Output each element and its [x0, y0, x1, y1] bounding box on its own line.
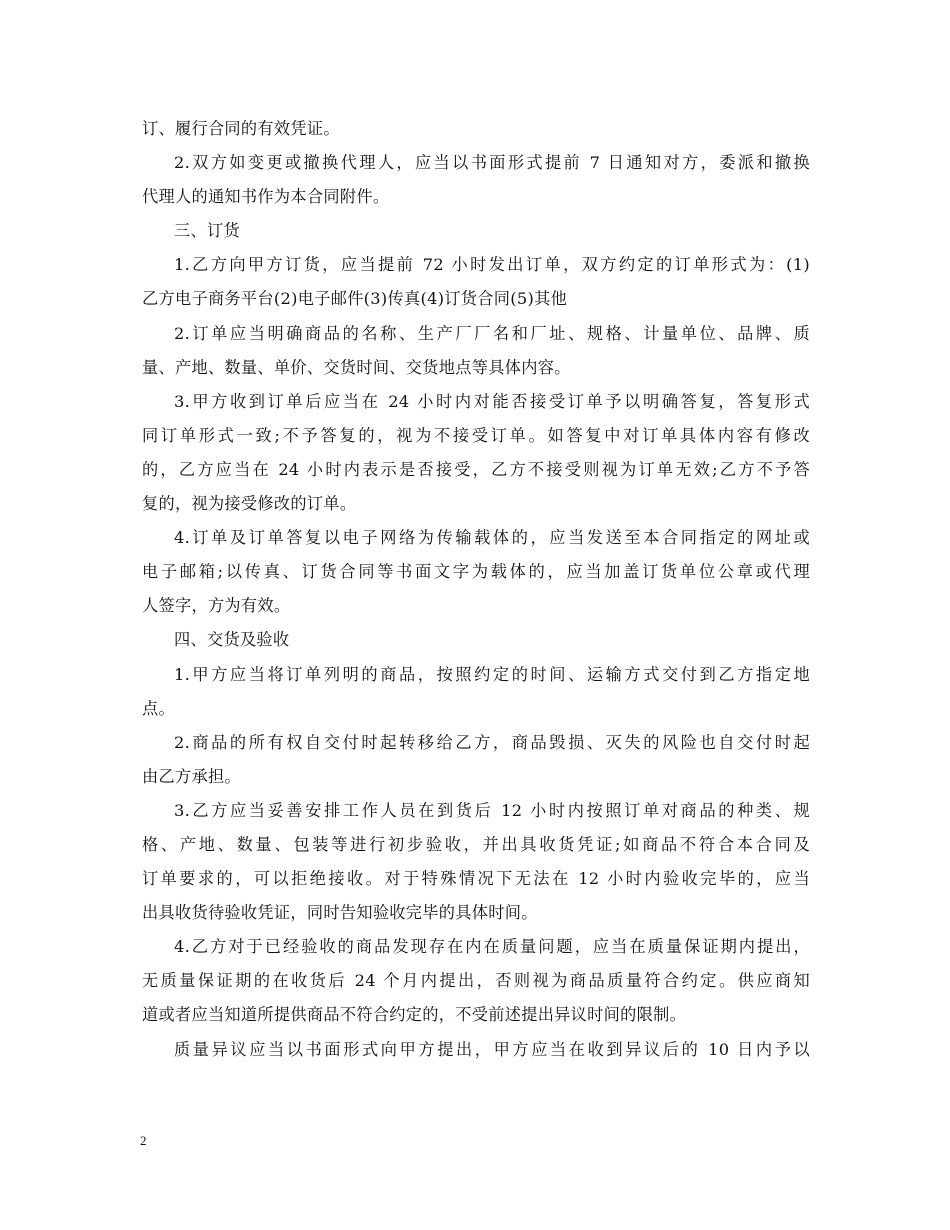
text-line: 四、交货及验收 — [174, 630, 290, 650]
page-number: 2 — [140, 1133, 147, 1148]
text-line: 2.订单应当明确商品的名称、生产厂厂名和厂址、规格、计量单位、品牌、质 — [174, 323, 810, 343]
text-line: 由乙方承担。 — [142, 766, 241, 786]
text-line: 人签字，方为有效。 — [142, 596, 291, 616]
text-line: 订、履行合同的有效凭证。 — [142, 119, 340, 138]
text-line: 2.商品的所有权自交付时起转移给乙方，商品毁损、灭失的风险也自交付时起 — [174, 732, 810, 752]
text-line: 乙方电子商务平台(2)电子邮件(3)传真(4)订货合同(5)其他 — [142, 289, 568, 309]
text-line: 4.乙方对于已经验收的商品发现存在内在质量问题，应当在质量保证期内提出， — [174, 937, 810, 957]
text-line: 订单要求的，可以拒绝接收。对于特殊情况下无法在 12 小时内验收完毕的，应当 — [142, 869, 810, 889]
text-line: 复的，视为接受修改的订单。 — [142, 494, 357, 514]
contract-body-text — [142, 112, 810, 1067]
text-line: 同订单形式一致;不予答复的，视为不接受订单。如答复中对订单具体内容有修改 — [142, 425, 810, 445]
text-line: 3.乙方应当妥善安排工作人员在到货后 12 小时内按照订单对商品的种类、规 — [174, 800, 810, 820]
text-line: 点。 — [142, 698, 175, 718]
text-line: 质量异议应当以书面形式向甲方提出，甲方应当在收到异议后的 10 日内予以 — [174, 1039, 810, 1059]
text-line: 量、产地、数量、单价、交货时间、交货地点等具体内容。 — [142, 357, 571, 377]
text-line: 道或者应当知道所提供商品不符合约定的，不受前述提出异议时间的限制。 — [142, 1005, 687, 1025]
text-line: 3.甲方收到订单后应当在 24 小时内对能否接受订单予以明确答复，答复形式 — [174, 391, 810, 411]
text-line: 电子邮箱;以传真、订货合同等书面文字为载体的，应当加盖订货单位公章或代理 — [142, 562, 810, 582]
text-line: 无质量保证期的在收货后 24 个月内提出，否则视为商品质量符合约定。供应商知 — [142, 971, 810, 991]
text-line: 的，乙方应当在 24 小时内表示是否接受，乙方不接受则视为订单无效;乙方不予答 — [142, 459, 810, 479]
text-line: 2.双方如变更或撤换代理人，应当以书面形式提前 7 日通知对方，委派和撤换 — [174, 153, 810, 173]
text-line: 代理人的通知书作为本合同附件。 — [142, 187, 390, 207]
text-line: 格、产地、数量、包装等进行初步验收，并出具收货凭证;如商品不符合本合同及 — [142, 834, 810, 854]
text-line: 1.甲方应当将订单列明的商品，按照约定的时间、运输方式交付到乙方指定地 — [174, 664, 810, 684]
text-line: 出具收货待验收凭证，同时告知验收完毕的具体时间。 — [142, 903, 538, 923]
text-line: 4.订单及订单答复以电子网络为传输载体的，应当发送至本合同指定的网址或 — [174, 528, 810, 548]
text-line: 1.乙方向甲方订货，应当提前 72 小时发出订单，双方约定的订单形式为：(1) — [174, 255, 810, 275]
text-line: 三、订货 — [174, 221, 240, 241]
